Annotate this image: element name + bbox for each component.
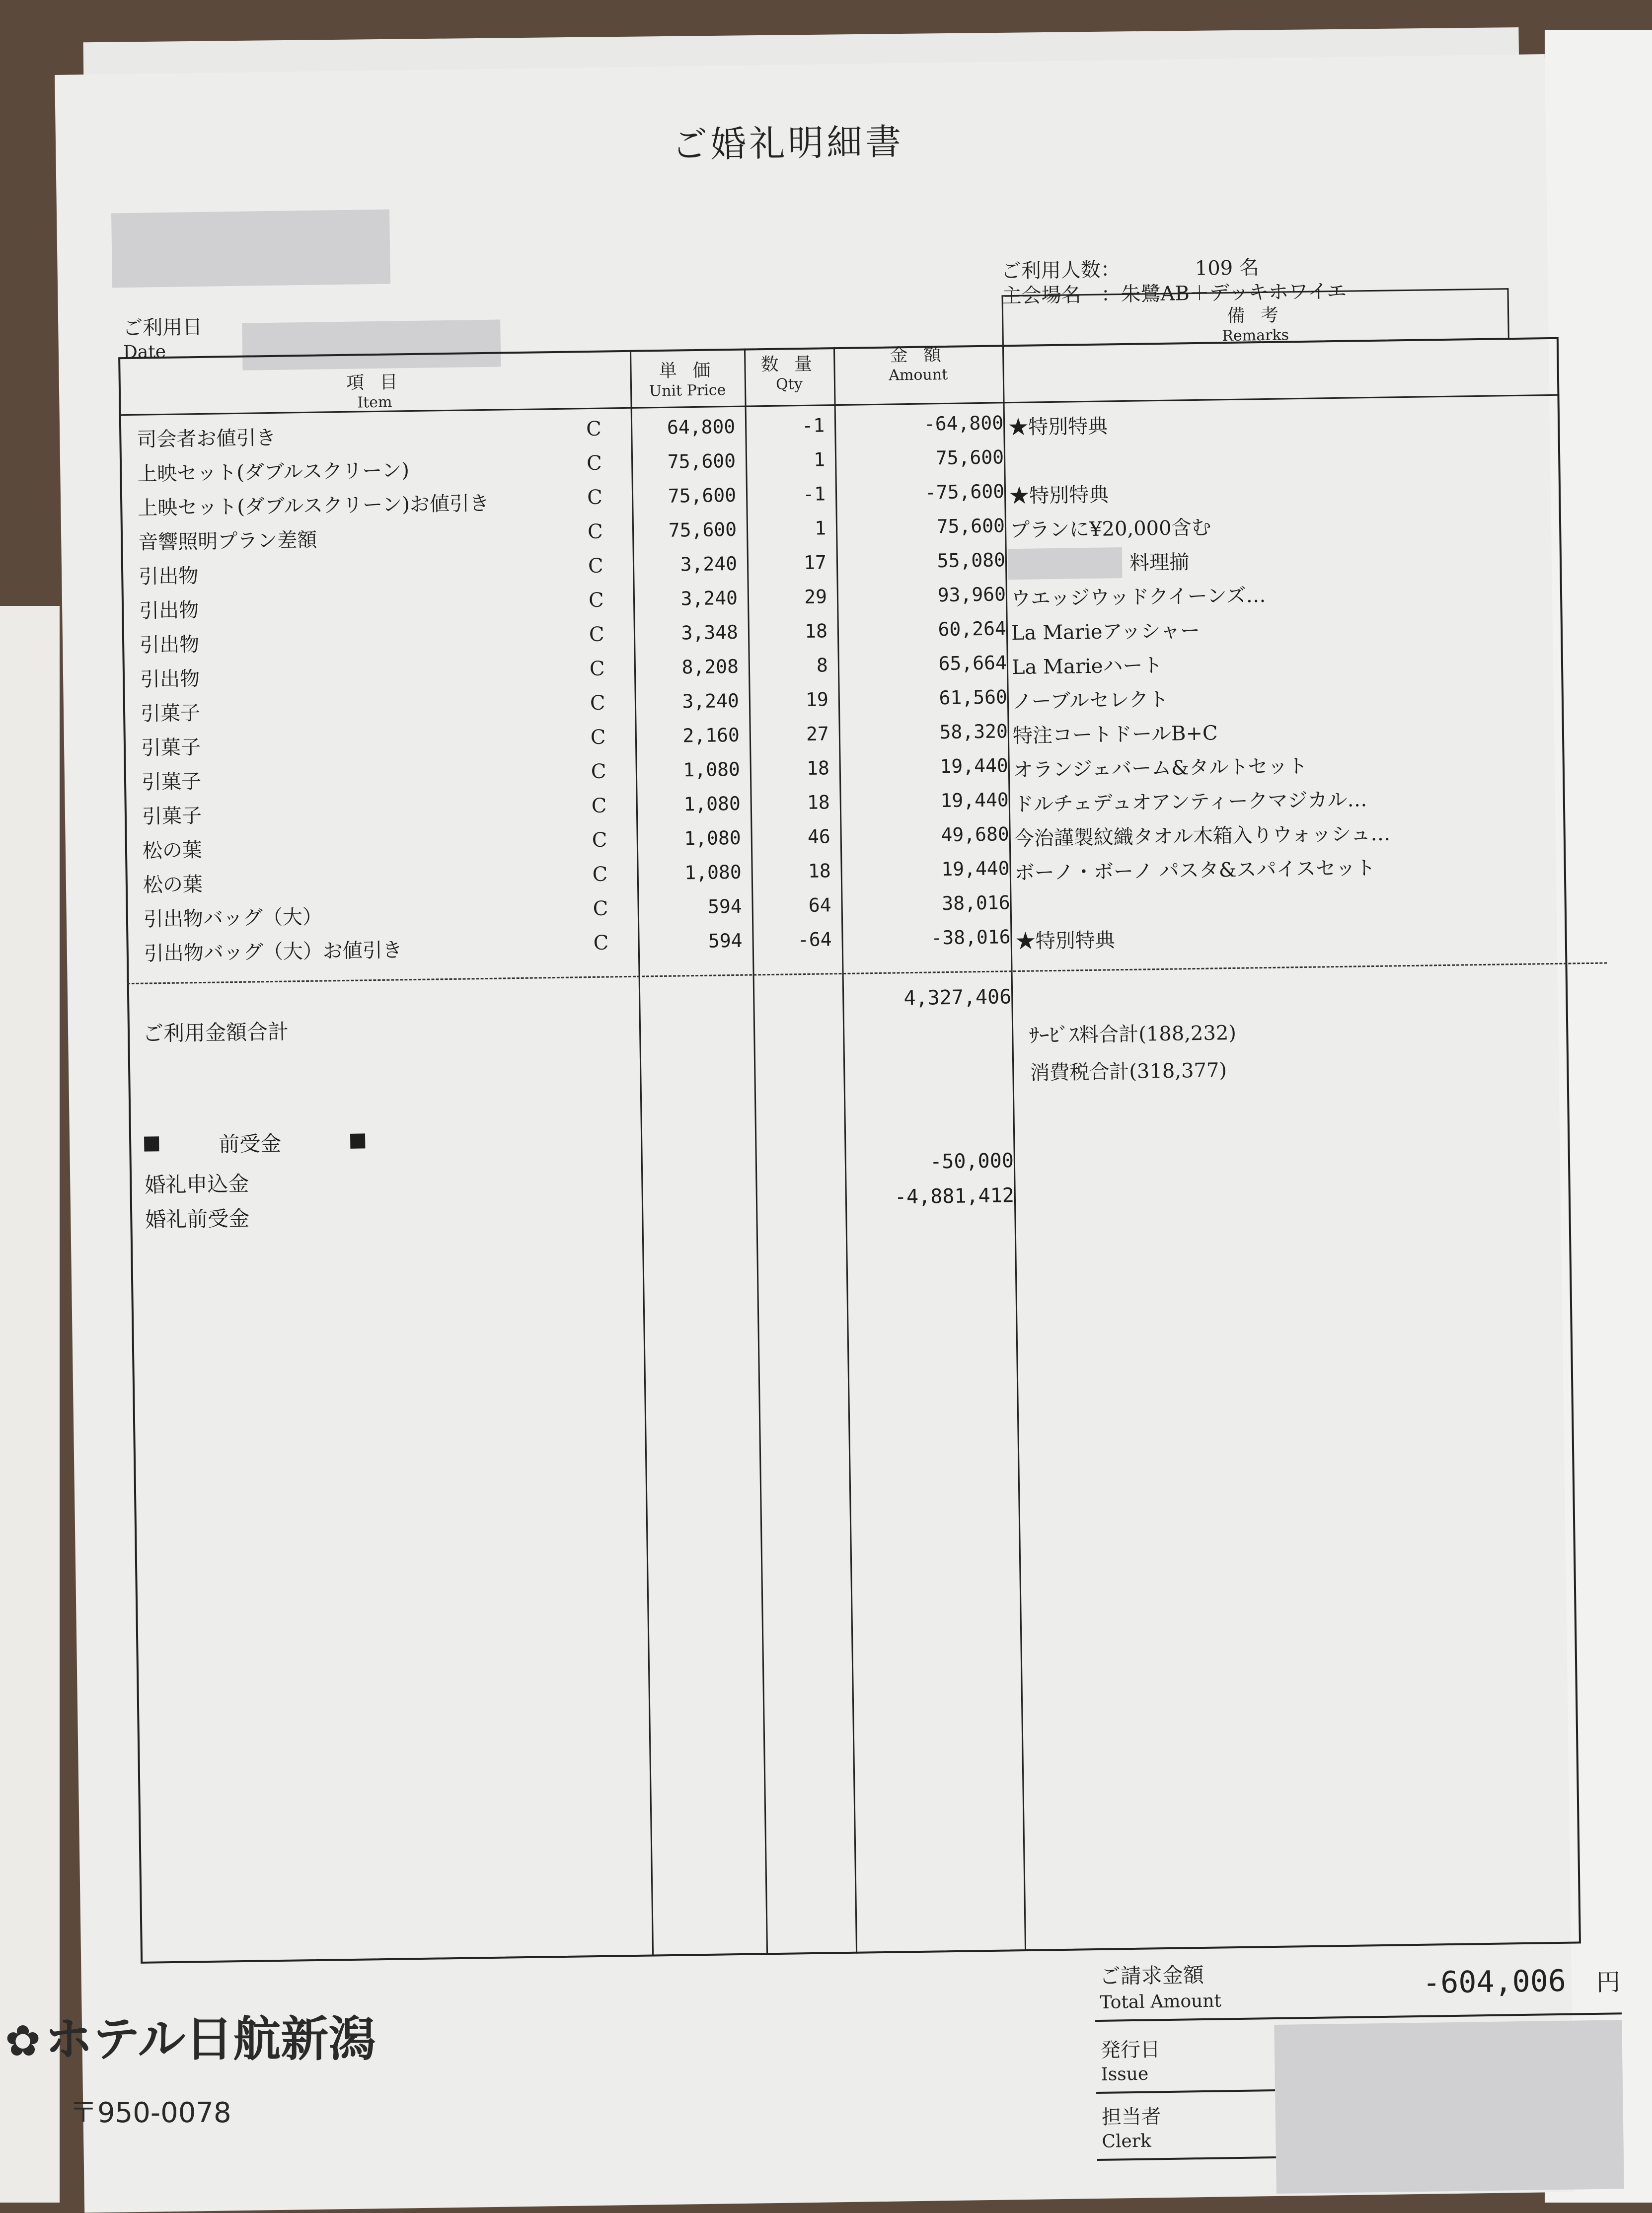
amount-cell: 65,664	[938, 652, 1007, 675]
remarks-cell: La Marieアッシャー	[1011, 619, 1201, 645]
venue-value: ：朱鷺AB＋デッキホワイエ	[1101, 280, 1347, 306]
qty-cell: 17	[803, 551, 827, 574]
subtotal-label: ご利用金額合計	[142, 1019, 289, 1046]
amount-cell: 93,960	[937, 583, 1006, 606]
code-cell: C	[587, 520, 603, 544]
qty-cell: 29	[804, 586, 827, 608]
unit-price-cell: 2,160	[682, 724, 740, 747]
date-label: ご利用日	[122, 315, 203, 340]
amount-cell: -64,800	[923, 412, 1004, 435]
qty-cell: 18	[807, 791, 830, 813]
qty-cell: -64	[797, 928, 832, 951]
col-header-unit-price: 単 価 Unit Price	[649, 360, 726, 400]
deposit-amount-1: -50,000	[929, 1149, 1014, 1174]
code-cell: C	[590, 691, 605, 715]
document-title: ご婚礼明細書	[671, 121, 904, 166]
total-value: -604,006	[1422, 1963, 1567, 2000]
item-cell: 音響照明プラン差額	[138, 528, 317, 554]
qty-cell: -1	[802, 414, 825, 437]
unit-price-cell: 3,240	[682, 689, 740, 713]
amount-cell: 61,560	[939, 686, 1008, 709]
item-cell: 引菓子	[141, 770, 202, 794]
unit-price-cell: 3,348	[681, 621, 739, 644]
item-cell: 引出物	[138, 565, 199, 589]
code-cell: C	[589, 623, 604, 647]
remarks-cell: 特注コートドールB+C	[1012, 722, 1218, 748]
unit-price-cell: 75,600	[667, 449, 736, 473]
issue-underline	[1096, 2089, 1275, 2094]
item-cell: 引出物	[139, 599, 199, 623]
remarks-cell: ノーブルセレクト	[1012, 688, 1169, 714]
unit-price-cell: 1,080	[684, 861, 742, 884]
amount-cell: -75,600	[924, 480, 1005, 504]
qty-cell: 18	[804, 620, 828, 642]
qty-cell: 46	[807, 825, 831, 848]
remarks-cell: ★特別特典	[1009, 483, 1109, 508]
qty-cell: 1	[813, 448, 826, 471]
item-cell: 引菓子	[141, 736, 201, 760]
unit-price-cell: 3,240	[680, 587, 738, 610]
unit-price-cell: 75,600	[668, 484, 737, 507]
remarks-cell: ★特別特典	[1015, 929, 1116, 954]
qty-cell: 64	[808, 894, 831, 916]
amount-cell: 19,440	[941, 857, 1010, 881]
remarks-cell: ボーノ・ボーノ パスタ&スパイスセット	[1014, 856, 1376, 885]
remarks-cell: オランジェバーム&タルトセット	[1013, 754, 1308, 782]
clerk-label-en: Clerk	[1102, 2131, 1152, 2152]
qty-cell: 1	[814, 517, 826, 539]
amount-cell: 60,264	[938, 617, 1007, 641]
unit-price-cell: 64,800	[667, 415, 736, 439]
venue-label: 主会場名	[1001, 284, 1081, 308]
item-cell: 引菓子	[140, 701, 201, 726]
date-label-en: Date	[123, 341, 166, 363]
deposit-label-2: 婚礼前受金	[145, 1206, 250, 1232]
unit-price-cell: 75,600	[668, 518, 737, 541]
redacted-name-block	[111, 210, 390, 288]
code-cell: C	[586, 451, 602, 475]
hotel-postal-code: 〒950-0078	[70, 2097, 231, 2129]
unit-price-cell: 594	[707, 895, 742, 918]
remarks-cell: La Marieハート	[1011, 654, 1163, 679]
qty-cell: 19	[805, 688, 829, 711]
col-header-remarks: 備 考 Remarks	[1222, 305, 1289, 345]
unit-price-cell: 1,080	[683, 792, 741, 815]
service-charge-note: ｻｰﾋﾞｽ料合計(188,232)	[1029, 1021, 1237, 1047]
amount-cell: 19,440	[940, 789, 1009, 812]
tax-note: 消費税合計(318,377)	[1030, 1059, 1227, 1085]
remarks-cell: ★特別特典	[1008, 415, 1108, 440]
deposit-marker-left	[144, 1136, 159, 1151]
code-cell: C	[589, 657, 605, 681]
issue-label: 発行日	[1100, 2038, 1161, 2062]
item-cell: 上映セット(ダブルスクリーン)お値引き	[138, 492, 490, 520]
subtotal-amount: 4,327,406	[903, 985, 1012, 1010]
remarks-cell: プランに¥20,000含む	[1009, 516, 1211, 542]
invoice-sheet	[55, 54, 1621, 2213]
unit-price-cell: 1,080	[683, 758, 741, 781]
remarks-cell: 料理揃	[1129, 551, 1190, 575]
code-cell: C	[588, 589, 604, 612]
code-cell: C	[587, 486, 603, 510]
amount-cell: 58,320	[939, 720, 1008, 743]
amount-cell: -38,016	[931, 926, 1011, 949]
redacted-remark	[1008, 547, 1123, 580]
guests-value: 109 名	[1195, 256, 1260, 280]
item-cell: 上映セット(ダブルスクリーン)	[137, 459, 410, 486]
item-cell: 引菓子	[142, 804, 202, 828]
code-cell: C	[588, 554, 603, 578]
background-paper-left	[0, 606, 60, 2203]
amount-cell: 49,680	[941, 823, 1009, 846]
total-unit: 円	[1596, 1968, 1621, 1996]
total-label-en: Total Amount	[1100, 1991, 1222, 2013]
code-cell: C	[591, 760, 606, 784]
col-header-amount: 金 額 Amount	[889, 344, 948, 384]
qty-cell: 18	[808, 860, 831, 882]
remarks-cell: 今治謹製紋織タオル木箱入りウォッシュ…	[1014, 822, 1391, 851]
amount-cell: 75,600	[936, 515, 1005, 538]
col-header-item: 項 目 Item	[346, 372, 403, 412]
clerk-underline	[1097, 2156, 1276, 2161]
item-cell: 司会者お値引き	[137, 426, 276, 451]
code-cell: C	[592, 828, 607, 852]
code-cell: C	[592, 863, 608, 886]
clerk-label: 担当者	[1101, 2105, 1162, 2129]
qty-cell: 18	[806, 757, 830, 779]
amount-cell: 38,016	[942, 891, 1010, 915]
deposit-marker-right	[350, 1133, 365, 1148]
code-cell: C	[593, 897, 608, 920]
unit-price-cell: 8,208	[681, 655, 739, 678]
amount-cell: 75,600	[935, 446, 1004, 469]
remarks-cell: ドルチェデュオアンティークマジカル…	[1013, 788, 1367, 816]
total-underline	[1095, 2012, 1622, 2022]
item-cell: 引出物バッグ（大）お値引き	[144, 939, 403, 965]
hotel-mark-icon: ✿	[5, 2016, 41, 2066]
item-cell: 引出物	[140, 667, 200, 691]
deposit-amount-2: -4,881,412	[894, 1184, 1015, 1209]
unit-price-cell: 594	[708, 929, 743, 952]
total-label: ご請求金額	[1099, 1963, 1204, 1989]
qty-cell: 27	[806, 723, 829, 745]
qty-cell: -1	[803, 483, 826, 505]
code-cell: C	[591, 794, 607, 817]
hotel-logo	[5, 2001, 376, 2069]
unit-price-cell: 3,240	[680, 552, 738, 576]
code-cell: C	[590, 726, 606, 749]
guests-label: ご利用人数：	[1001, 258, 1121, 283]
hotel-name: ホテル日航新潟	[45, 2011, 376, 2067]
remarks-cell: ウエッジウッドクイーンズ…	[1010, 584, 1266, 611]
issue-label-en: Issue	[1101, 2064, 1149, 2085]
redacted-issue-clerk	[1274, 2020, 1624, 2194]
deposit-heading: 前受金	[218, 1131, 282, 1157]
item-cell: 松の葉	[143, 873, 203, 897]
item-cell: 松の葉	[142, 838, 203, 863]
amount-cell: 19,440	[940, 754, 1009, 778]
item-cell: 引出物バッグ（大）	[143, 905, 323, 931]
code-cell: C	[586, 417, 602, 441]
item-cell: 引出物	[139, 633, 200, 657]
col-header-qty: 数 量 Qty	[760, 354, 818, 393]
amount-cell: 55,080	[937, 549, 1006, 572]
qty-cell: 8	[816, 654, 828, 676]
unit-price-cell: 1,080	[684, 826, 742, 850]
deposit-label-1: 婚礼申込金	[145, 1171, 249, 1197]
code-cell: C	[593, 931, 609, 955]
